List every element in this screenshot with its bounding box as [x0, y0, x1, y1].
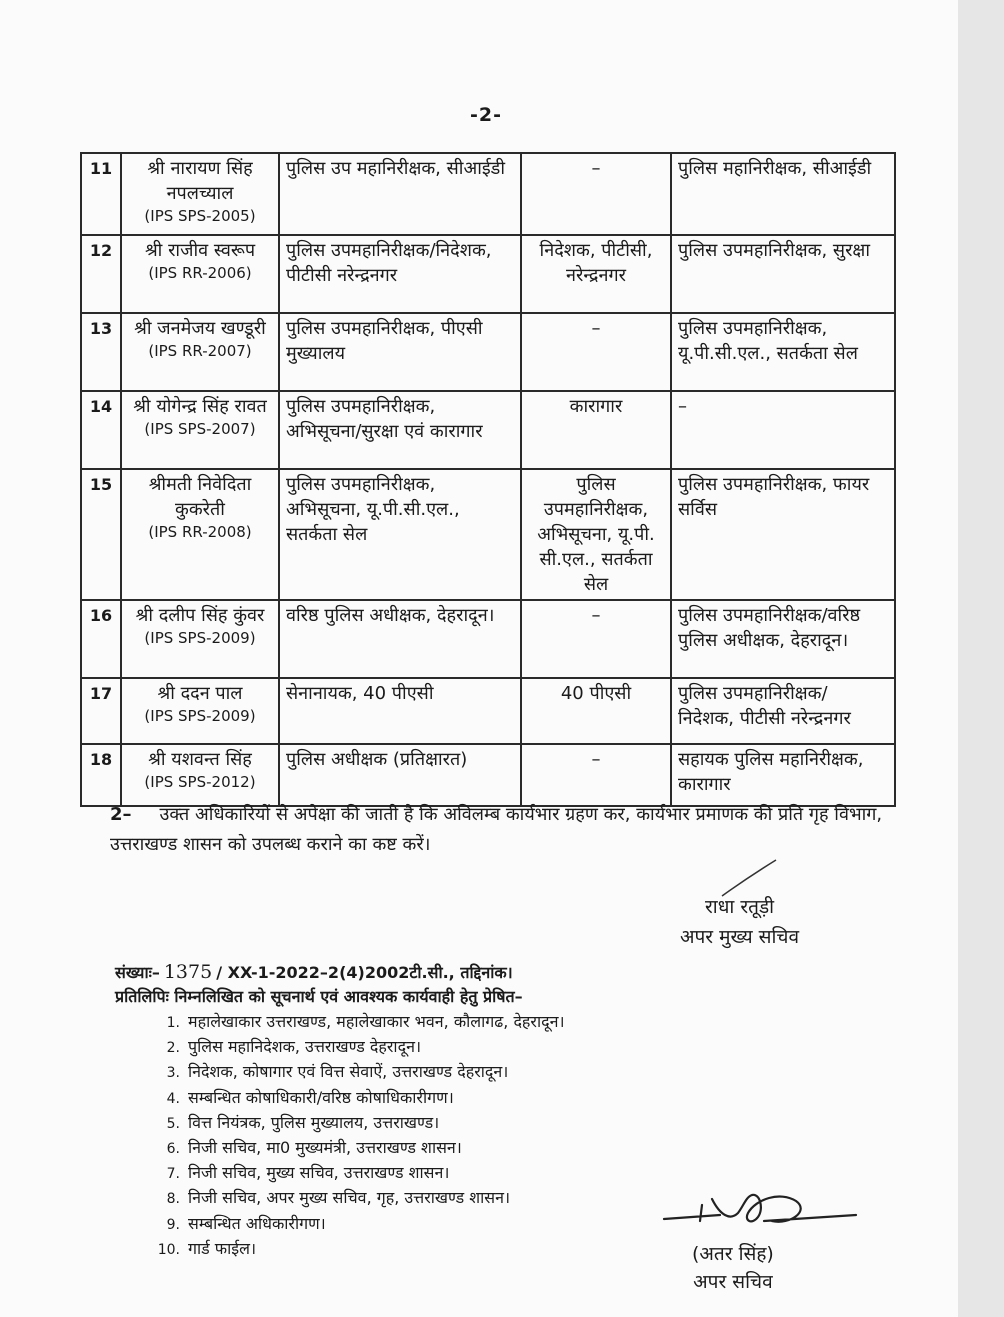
signatory-2-name: (अतर सिंह)	[692, 1243, 774, 1265]
recipient-number: 5.	[166, 1115, 180, 1132]
additional-charge-cell: –	[521, 153, 671, 235]
officer-name-cell	[121, 313, 279, 391]
additional-charge-cell: –	[521, 744, 671, 806]
recipient-item	[150, 1060, 565, 1085]
recipient-number: 6.	[166, 1141, 180, 1158]
recipient-number: 3.	[166, 1065, 180, 1082]
paragraph-number: 2–	[110, 804, 132, 825]
current-posting-cell: पुलिस उपमहानिरीक्षक, पीएसी मुख्यालय	[279, 313, 521, 391]
officer-name-cell	[121, 153, 279, 235]
serial-number-cell: 12	[81, 235, 121, 313]
signatory-2-designation: अपर सचिव	[693, 1271, 773, 1293]
current-posting-cell: सेनानायक, 40 पीएसी	[279, 678, 521, 744]
recipient-text: निजी सचिव, मुख्य सचिव, उत्तराखण्ड शासन।	[188, 1163, 450, 1183]
new-posting-cell: पुलिस उपमहानिरीक्षक, फायर सर्विस	[671, 469, 895, 600]
officer-batch: (IPS SPS-2009)	[144, 629, 256, 647]
officer-batch: (IPS RR-2006)	[148, 264, 252, 282]
recipient-item	[150, 1136, 565, 1161]
recipient-item	[150, 1186, 565, 1211]
officer-name: श्री ददन पाल	[157, 683, 243, 704]
officer-batch: (IPS SPS-2012)	[144, 773, 256, 791]
page-number: -2-	[470, 104, 502, 126]
officer-name-cell	[121, 469, 279, 600]
new-posting-cell: पुलिस महानिरीक्षक, सीआईडी	[671, 153, 895, 235]
new-posting-cell: सहायक पुलिस महानिरीक्षक, कारागार	[671, 744, 895, 806]
officer-name-cell	[121, 235, 279, 313]
recipient-text: निजी सचिव, अपर मुख्य सचिव, गृह, उत्तराखण्ड शासन।	[188, 1188, 511, 1208]
recipient-number: 9.	[166, 1216, 180, 1233]
officer-batch: (IPS SPS-2005)	[144, 207, 256, 225]
officer-name: श्री दलीप सिंह कुंवर	[135, 605, 265, 626]
recipient-text: निजी सचिव, मा0 मुख्यमंत्री, उत्तराखण्ड शासन।	[188, 1138, 462, 1158]
new-posting-cell: –	[671, 391, 895, 469]
table-row	[81, 600, 895, 678]
current-posting-cell: पुलिस उपमहानिरीक्षक, अभिसूचना, यू.पी.सी.एल., सतर्कता सेल	[279, 469, 521, 600]
recipient-text: सम्बन्धित अधिकारीगण।	[188, 1213, 326, 1233]
recipient-text: वित्त नियंत्रक, पुलिस मुख्यालय, उत्तराखण्ड।	[188, 1112, 440, 1132]
additional-charge-cell: 40 पीएसी	[521, 678, 671, 744]
officer-batch: (IPS SPS-2009)	[144, 707, 256, 725]
recipient-number: 1.	[166, 1015, 180, 1031]
serial-number-cell: 13	[81, 313, 121, 391]
recipient-number: 8.	[166, 1191, 180, 1208]
signatory-1-designation: अपर मुख्य सचिव	[680, 926, 800, 948]
recipient-text: सम्बन्धित कोषाधिकारी/वरिष्ठ कोषाधिकारीगण।	[188, 1087, 454, 1107]
officer-name: श्रीमती निवेदिता कुकरेती	[148, 474, 252, 520]
officer-name-cell	[121, 744, 279, 806]
recipient-number: 7.	[166, 1166, 180, 1183]
officer-name: श्री यशवन्त सिंह	[148, 749, 252, 770]
additional-charge-cell: निदेशक, पीटीसी, नरेन्द्रनगर	[521, 235, 671, 313]
officer-name-cell	[121, 391, 279, 469]
officer-name: श्री योगेन्द्र सिंह रावत	[133, 396, 267, 417]
serial-number-cell: 18	[81, 744, 121, 806]
table-row	[81, 313, 895, 391]
current-posting-cell: पुलिस उपमहानिरीक्षक, अभिसूचना/सुरक्षा एवं कारागार	[279, 391, 521, 469]
paragraph-text: उक्त अधिकारियों से अपेक्षा की जाती है कि अविलम्ब कार्यभार ग्रहण कर, कार्यभार प्रमाणक की प्रति गृह विभाग, उत्तराखण्ड शासन को उपलब्ध कराने का कष्ट करें।	[110, 804, 883, 855]
serial-number-cell: 16	[81, 600, 121, 678]
transfer-table-body	[81, 153, 895, 806]
additional-charge-cell: पुलिस उपमहानिरीक्षक, अभिसूचना, यू.पी. सी.एल., सतर्कता सेल	[521, 469, 671, 600]
serial-number-cell: 17	[81, 678, 121, 744]
recipient-number: 10.	[157, 1241, 180, 1258]
officer-name: श्री नारायण सिंह नपलच्याल	[147, 158, 253, 204]
table-row	[81, 744, 895, 806]
recipient-item	[150, 1010, 565, 1035]
scan-margin	[958, 0, 1004, 1317]
serial-number-cell: 14	[81, 391, 121, 469]
officer-name: श्री राजीव स्वरूप	[144, 240, 256, 261]
new-posting-cell: पुलिस उपमहानिरीक्षक, सुरक्षा	[671, 235, 895, 313]
reference-prefix: संख्याः–	[115, 963, 160, 982]
recipient-item	[150, 1212, 565, 1237]
table-row	[81, 391, 895, 469]
recipient-item	[150, 1086, 565, 1111]
recipient-list	[150, 1010, 565, 1262]
recipient-text: गार्ड फाईल।	[188, 1238, 257, 1258]
recipient-text: महालेखाकार उत्तराखण्ड, महालेखाकार भवन, कौलागढ, देहरादून।	[188, 1012, 565, 1031]
officer-batch: (IPS RR-2008)	[148, 523, 252, 541]
current-posting-cell: पुलिस उप महानिरीक्षक, सीआईडी	[279, 153, 521, 235]
transfer-table	[80, 152, 896, 807]
table-row	[81, 469, 895, 600]
officer-batch: (IPS RR-2007)	[148, 342, 252, 360]
new-posting-cell: पुलिस उपमहानिरीक्षक, यू.पी.सी.एल., सतर्कता सेल	[671, 313, 895, 391]
reference-line	[115, 960, 715, 985]
table-row	[81, 678, 895, 744]
reference-suffix: / XX-1-2022–2(4)2002टी.सी., तद्दिनांक।	[216, 963, 513, 982]
new-posting-cell: पुलिस उपमहानिरीक्षक/वरिष्ठ पुलिस अधीक्षक, देहरादून।	[671, 600, 895, 678]
current-posting-cell: पुलिस अधीक्षक (प्रतिक्षारत)	[279, 744, 521, 806]
recipient-number: 2.	[166, 1040, 180, 1057]
recipient-text: पुलिस महानिदेशक, उत्तराखण्ड देहरादून।	[188, 1037, 422, 1057]
additional-charge-cell: –	[521, 313, 671, 391]
copy-to-heading: प्रतिलिपिः निम्नलिखित को सूचनार्थ एवं आवश्यक कार्यवाही हेतु प्रेषित–	[115, 987, 523, 1006]
serial-number-cell: 11	[81, 153, 121, 235]
officer-name-cell	[121, 600, 279, 678]
recipient-item	[150, 1035, 565, 1060]
table-row	[81, 235, 895, 313]
additional-charge-cell: –	[521, 600, 671, 678]
recipient-text: निदेशक, कोषागार एवं वित्त सेवाऐं, उत्तराखण्ड देहरादून।	[188, 1062, 509, 1082]
recipient-item	[150, 1237, 565, 1262]
reference-number: 1375	[163, 961, 213, 983]
table-row	[81, 153, 895, 235]
new-posting-cell: पुलिस उपमहानिरीक्षक/ निदेशक, पीटीसी नरेन्द्रनगर	[671, 678, 895, 744]
current-posting-cell: वरिष्ठ पुलिस अधीक्षक, देहरादून।	[279, 600, 521, 678]
officer-name-cell	[121, 678, 279, 744]
signatory-block-1	[680, 892, 799, 952]
current-posting-cell: पुलिस उपमहानिरीक्षक/निदेशक, पीटीसी नरेन्द्रनगर	[279, 235, 521, 313]
additional-charge-cell: कारागार	[521, 391, 671, 469]
recipient-item	[150, 1161, 565, 1186]
officer-name: श्री जनमेजय खण्डूरी	[134, 318, 266, 339]
paragraph-2	[110, 800, 900, 860]
recipient-number: 4.	[166, 1090, 180, 1107]
signatory-block-2	[692, 1240, 774, 1296]
signatory-1-name: राधा रतूड़ी	[705, 896, 775, 918]
signature-scribble-2	[660, 1185, 860, 1235]
officer-batch: (IPS SPS-2007)	[144, 420, 256, 438]
recipient-item	[150, 1111, 565, 1136]
serial-number-cell: 15	[81, 469, 121, 600]
